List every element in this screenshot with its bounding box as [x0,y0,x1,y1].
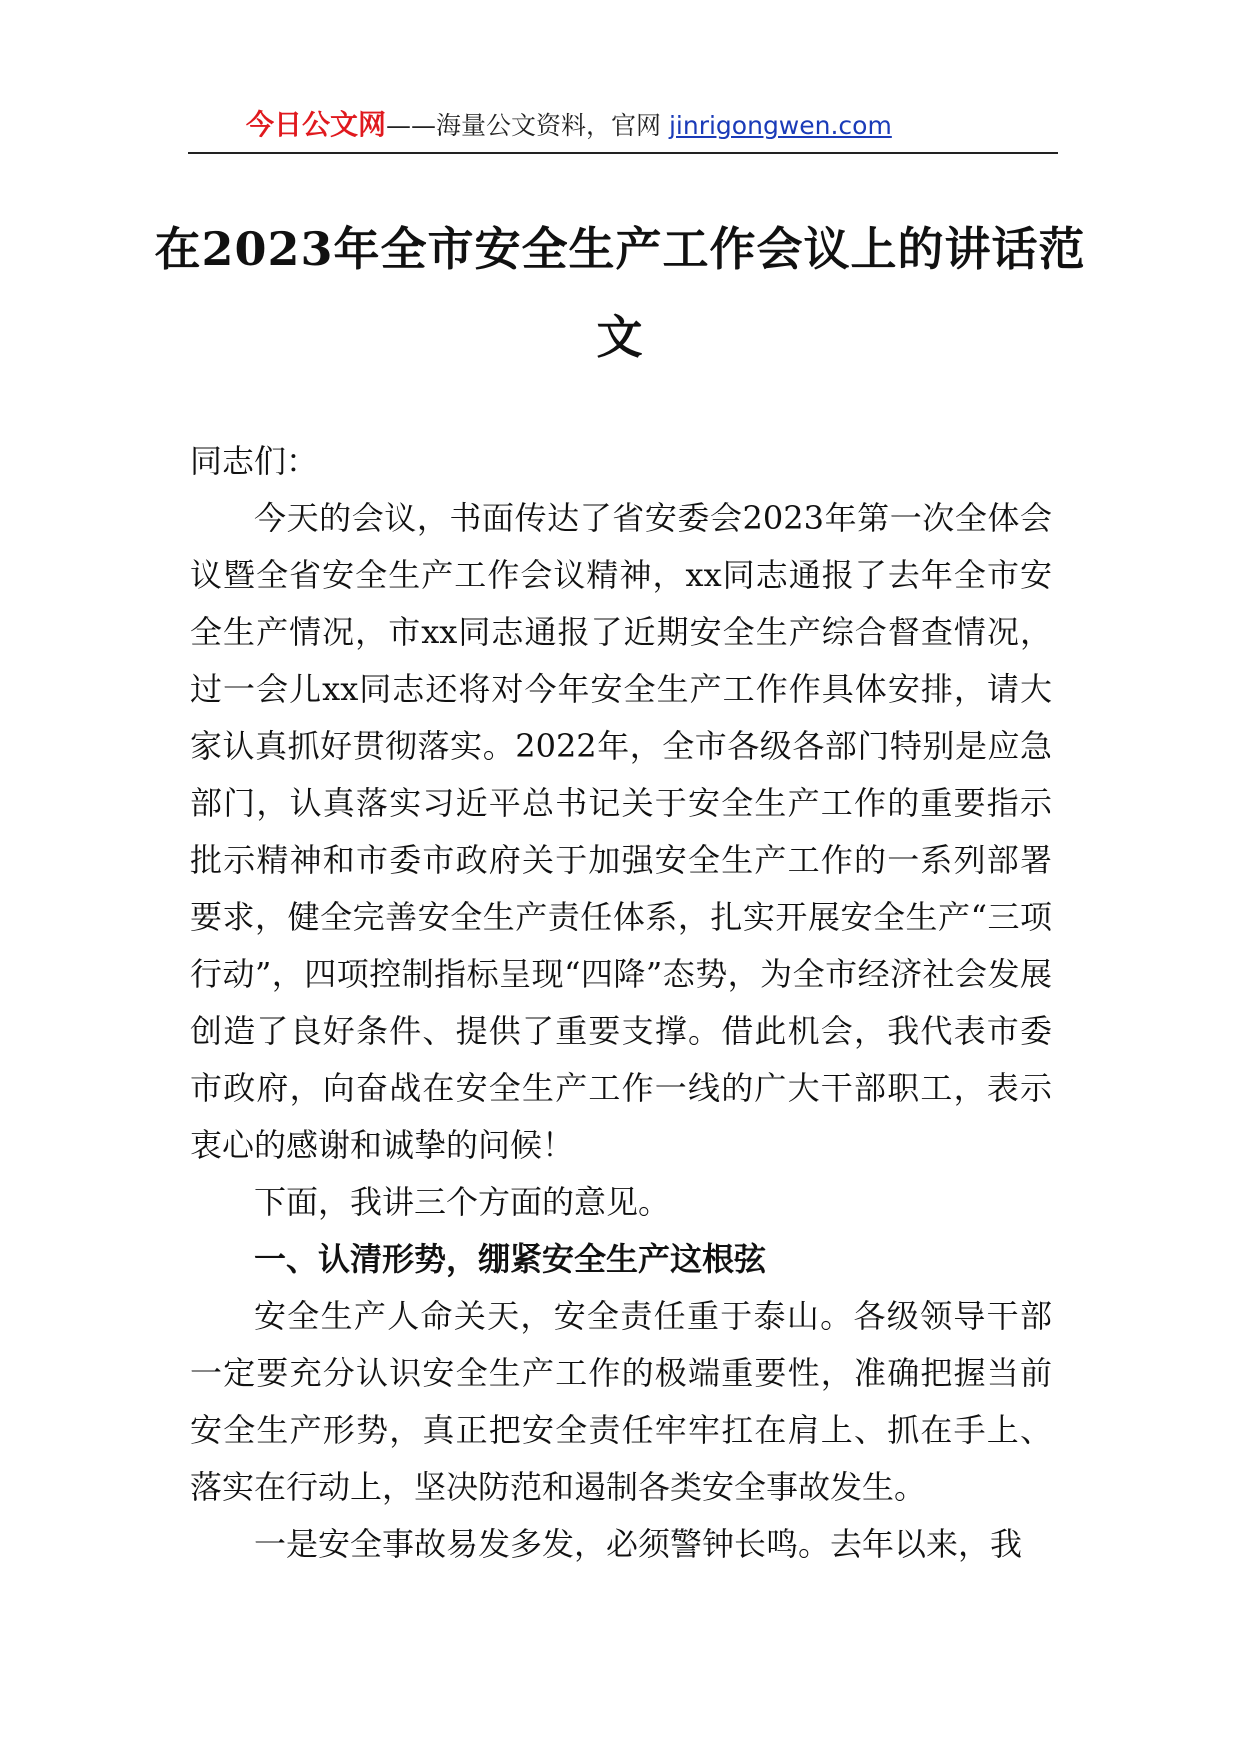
site-link[interactable]: jinrigongwen.com [668,111,892,140]
body-paragraph: 今天的会议，书面传达了省安委会2023年第一次全体会议暨全省安全生产工作会议精神，xx同志通报了去年全市安全生产情况，市xx同志通报了近期安全生产综合督查情况，过一会儿xx同志还将对今年安全生产工作作具体安排，请大家认真抓好贯彻落实。2022年，全市各级各部门特别是应急部门，认真落实习近平总书记关于安全生产工作的重要指示批示精神和市委市政府关于加强安全生产工作的一系列部署要求，健全完善安全生产责任体系，扎实开展安全生产“三项行动”，四项控制指标呈现“四降”态势，为全市经济社会发展创造了良好条件、提供了重要支撑。借此机会，我代表市委市政府，向奋战在安全生产工作一线的广大干部职工，表示衷心的感谢和诚挚的问候！ [190,499,1052,1164]
brand-name: 今日公文网 [246,108,387,141]
page-header [188,106,1058,154]
salutation: 同志们： [190,442,319,480]
body-paragraph: 安全生产人命关天，安全责任重于泰山。各级领导干部一定要充分认识安全生产工作的极端重要性，准确把握当前安全生产形势，真正把安全责任牢牢扛在肩上、抓在手上、落实在行动上，坚决防范和遏制各类安全事故发生。 [190,1297,1052,1506]
body-paragraph: 一是安全事故易发多发，必须警钟长鸣。去年以来，我 [254,1525,1023,1563]
document-body [190,433,1052,1573]
document-title: 在2023年全市安全生产工作会议上的讲话范文 [154,222,1086,364]
section-heading: 一、认清形势，绷紧安全生产这根弦 [254,1240,767,1278]
body-paragraph: 下面，我讲三个方面的意见。 [254,1183,671,1221]
header-slogan: ——海量公文资料，官网 [386,111,669,140]
header-text [246,106,892,145]
